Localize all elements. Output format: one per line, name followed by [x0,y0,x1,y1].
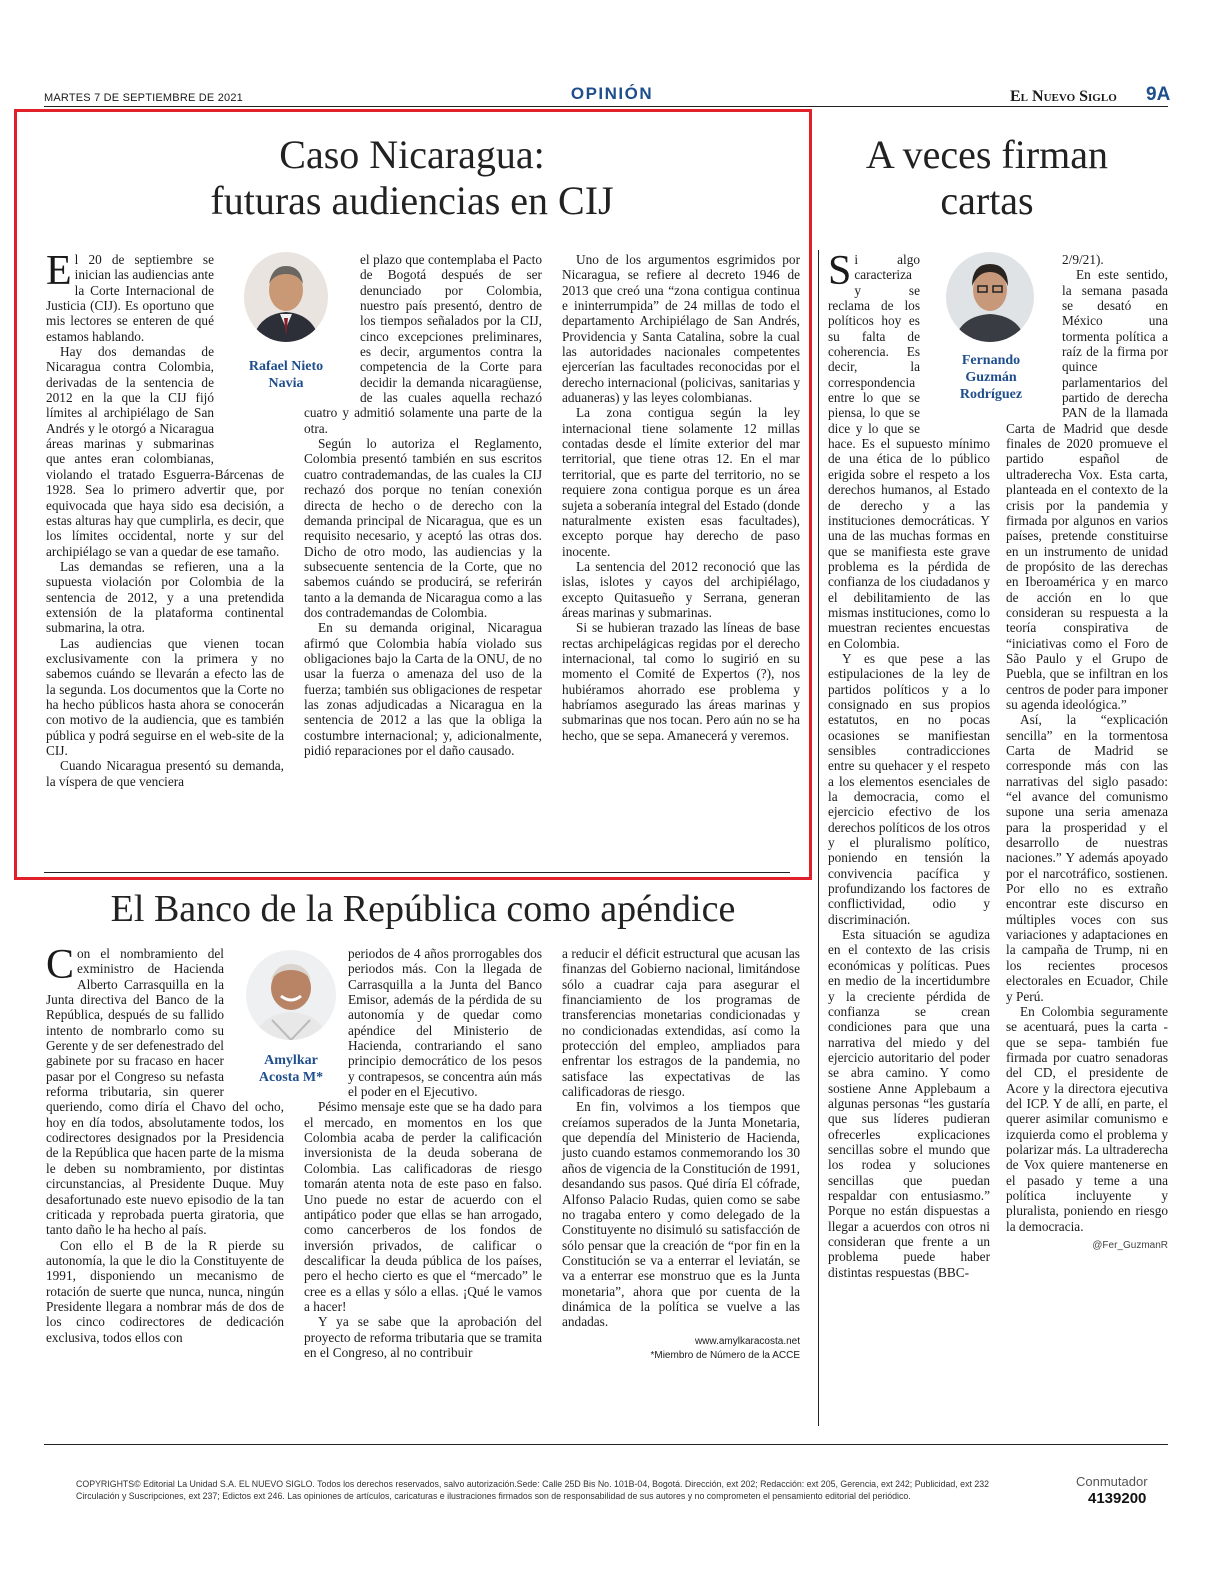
article3-column-1 [828,248,990,1280]
article2-column-3 [562,946,800,1363]
article2-column-1 [46,942,284,1345]
article2-col2-para: Pésimo mensaje este que se ha dado para el mercado, en momentos en los que Colombia acaba de perder la calificación inversionista de la deuda soberana de Colombia. Las calificadoras de riesgo tomarán atenta nota de este paso en falso. Uno puede no estar de acuerdo con el antipático poder que ellas se han arrogado, como cancerberos de los fondos de inversión privados, de calificar o descalificar la deuda pública de los países, pero el hecho cierto es que el “mercado” le cree es a ellas y sólo a ellas. ¡Qué le vamos a hacer! [304,1099,542,1314]
article1-dropcap: E [46,248,72,294]
page-number: 9A [1146,84,1171,105]
article1-title-line2: futuras audiencias en CIJ [210,178,614,223]
author-name-nieto: Rafael Nieto Navia [248,359,324,391]
article3-col2-para: En este sentido, la semana pasada se desató en México una tormenta política a raíz de la firma por quince parlamentarios del partido de derecha PAN de la llamada Carta de Madrid que desde finales de 2020 promueve el partido español de ultraderecha Vox. Esta carta, planteada en el contexto de la crisis por la pandemia y firmada por algunos en varios países, pretende constituirse en un instrumento de unidad de propósito de las derechas en Iberoamérica y en marco de acción en lo que consideran su respuesta a la teoría conspirativa de “iniciativas como el Foro de São Paulo y el Grupo de Puebla, que se infiltran en los centros de poder para imponer su agenda ideológica.” [1006,267,1168,712]
article1-col3-para: La sentencia del 2012 reconoció que las islas, islotes y cayos del archipiélago, excepto Quitasueño y Serrana, generan áreas marinas y submarinas. [562,558,800,620]
article2-col3-para: En fin, volvimos a los tiempos que creíamos superados de la Junta Monetaria, que dependía del Ministerio de Hacienda, justo cuando estamos conmemorando los 30 años de vigencia de la Constitución de 1991, desandando sus pasos. Qué diría El cófrade, Alfonso Palacio Rudas, quien como se sabe no tragaba entero y como delegado de la Constituyente no disimuló su satisfacción de sólo pensar que la creación de “por fin en la Constitución se va a enterrar el leviatán, se va a enterrar ese monstruo que es la Junta monetaria”, ahora que por cuenta de la dinámica de la política se vuelve a las andadas. [562,1099,800,1330]
article3-column-2 [1006,252,1168,1253]
article3-col2-para: Así, la “explicación sencilla” en la tormentosa Carta de Madrid se corresponde más con las narrativas del siglo pasado: “el avance del comunismo supone una seria amenaza para la prosperidad y el desarrollo de nuestras naciones.” Y además apoyado por el narcotráfico, sostienen. Por ello no es extraño encontrar este discurso en múltiples voces con sus variaciones y adaptaciones en la campaña de Trump, ni en los recientes procesos electorales en Ecuador, Chile y Perú. [1006,712,1168,1004]
author-website: www.amylkaracosta.net [694,1335,800,1347]
article1-col1-para: Hay dos demandas de Nicaragua contra Colombia, derivadas de la sentencia de 2012 en la que la CIJ fijó límites al archipiélago de San Andrés y le otorgó a Nicaragua áreas marinas y submarinas que antes eran colombianas, violando el tratado Esguerra-Bárcenas de 1928. Sea lo primero advertir que, por equivocada que haya sido esa decisión, a estas alturas hay que cumplirla, es decir, que los límites occidental, norte y sur del archipiélago se van a quedar de ese tamaño. [46,344,284,559]
article1-col3-para: Si se hubieran trazado las líneas de base rectas archipelágicas regidas por el derecho internacional, tal como lo sugirió en su momento el Comité de Expertos (?), nos hubiéramos ahorrado ese problema y habríamos asegurado las áreas marinas y submarinas que nos tocan. Pero aún no se ha hecho, que se sepa. Amanecerá y veremos. [562,620,800,743]
article2-col3-para: a reducir el déficit estructural que acusan las finanzas del Gobierno nacional, limitándose sólo a cuadrar caja para asegurar el financiamiento de los programas de transferencias monetarias condicionadas y no condicionadas extendidas, así como la protección del empleo, ampliados para enfrentar los estragos de la pandemia, no satisface las expectativas de las calificadoras de riesgo. [562,946,800,1100]
article1-col3-para: La zona contigua según la ley internacional tiene solamente 12 millas contadas desde el límite exterior del mar territorial, que tiene otras 12. En el mar territorial, que es parte del territorio, no se requiere zona contigua porque es un área sujeta a soberanía integral del Estado (donde naturalmente existen esas facultades), excepto porque hay derecho de paso inocente. [562,405,800,559]
article1-col2-para: En su demanda original, Nicaragua afirmó que Colombia había violado sus obligaciones bajo la Carta de la ONU, de no usar la fuerza o amenaza del uso de la fuerza; también sus obligaciones de respetar las zonas adjudicadas a Nicaragua en la sentencia de 2012 a las que la obliga la costumbre internacional; y, adicionalmente, pidió reparaciones por el daño causado. [304,620,542,758]
article3-dropcap: S [828,248,852,294]
article1-column-1 [46,248,284,789]
article2-col2-para: periodos de 4 años prorrogables dos periodos más. Con la llegada de Carrasquilla a la Junta del Banco Emisor, además de la pérdida de su autonomía y de quedar como apéndice del Ministerio de Hacienda, contrariando el sano principio democrático de los pesos y contrapesos, se concentra aún más el poder en el Ejecutivo. [348,946,542,1100]
article1-col1-para: Las audiencias que vienen tocan exclusivamente con la primera y no sabemos cuándo se llevarán a efecto las de la segunda. Los documentos que la Corte no ha hecho públicos hasta ahora se conocerán con motivo de la audiencia, que es también pública y podrá seguirse en el web-site de la CIJ. [46,635,284,758]
article2-col1-para: Con ello el B de la R pierde su autonomía, la que le dio la Constituyente de 1991, disponiendo un mecanismo de rotación de suerte que nunca, nunca, ningún Presidente llegara a nombrar más de dos de los cinco codirectores de dedicación exclusiva, todos ellos con [46,1237,284,1345]
article1-column-2 [304,252,542,758]
masthead-rule [44,106,1168,107]
article3-col1-para: Esta situación se agudiza en el contexto de las crisis económicas y políticas. Pues en medio de la incertidumbre y la creciente pérdida de confianza se crean condiciones para que una narrativa del miedo y del ejercicio autoritario del poder se abra camino. Y como sostiene Anne Applebaum a algunas personas “les gustaría que sus líderes pudieran ofrecerles explicaciones sencillas sobre el mundo que los rodea y soluciones sencillas que puedan respaldar con entusiasmo.” Porque no están dispuestas a llegar a acuerdos con otros ni consideran que frente a un problema puede haber distintas respuestas (BBC- [828,927,990,1280]
author-handle: @Fer_GuzmanR [1092,1240,1168,1251]
article3-title-line1: A veces firman [865,132,1109,177]
column-rule [818,250,819,1426]
article1-title-line1: Caso Nicaragua: [279,132,545,177]
article1-col2-para: el plazo que contemplaba el Pacto de Bogotá después de ser denunciado por Colombia, nuestro país presentó, dentro de los tiempos señalados por la CIJ, cinco excepciones preliminares, es decir, argumentos contra la competencia de la Corte para decidir la demanda nicaragüense, de las cuales aquella rechazó cuatro y admitió solamente una parte de la otra. [304,252,542,436]
switchboard-label: Conmutador [1076,1474,1148,1489]
article2-title: El Banco de la República como apéndice [110,888,736,930]
author-footnote: *Miembro de Número de la ACCE [650,1349,800,1361]
newspaper-brand: El Nuevo Siglo [1010,88,1117,105]
article3-col2-para: En Colombia seguramente se acentuará, pues la carta -que se sepa- también fue firmada por cuatro senadoras del CD, el presidente de Acore y la directora ejecutiva del ICP. Y de allí, en parte, el querer asimilar comunismo e izquierda como el problema y polarizar más. La ultraderecha de Vox quiere mantenerse en el pasado y teme a una política incluyente y pluralista, poniendo en riesgo la democracia. [1006,1003,1168,1234]
author-name-acosta: Amylkar Acosta M* [258,1053,324,1085]
article1-col1-para: Cuando Nicaragua presentó su demanda, la víspera de que venciera [46,758,284,789]
article1-column-3 [562,252,800,743]
article3-title-line2: cartas [940,178,1034,223]
article1-col3-para: Uno de los argumentos esgrimidos por Nicaragua, se refiere al decreto 1946 de 2013 que creó una “zona contigua continua e ininterrumpida” de 24 millas de todo el departamento Archipiélago de San Andrés, Providencia y Santa Catalina, sobre la cual las autoridades nacionales competentes ejercerían las facultades reconocidas por el derecho internacional (policivas, sanitarias y aduaneras) y las leyes colombianas. [562,252,800,406]
article2-column-2 [304,946,542,1360]
page-date: MARTES 7 DE SEPTIEMBRE DE 2021 [44,92,243,104]
article1-col1-para: Las demandas se refieren, una a la supuesta violación por Colombia de la sentencia de 2012, y a una pretendida extensión de la plataforma continental submarina, la otra. [46,558,284,636]
article3-col1-para: Si algo caracteriza y se reclama de los políticos hoy es su falta de coherencia. Es decir, la correspondencia entre lo que se piensa, lo que se dice y lo que se hace. Es el supuesto mínimo de una ética de lo público erigida sobre el respeto a los derechos humanos, al Estado de derecho y a las instituciones democráticas. Y una de las muchas formas en que se manifiesta este grave problema es la pérdida de confianza de los ciudadanos y el debilitamiento de las mismas instituciones, como lo muestran recientes encuestas en Colombia. [828,248,990,651]
footer-copyright [76,1478,1036,1502]
article1-col1-para: El 20 de septiembre se inician las audiencias ante la Corte Internacional de Justicia (CIJ). Es oportuno que mis lectores se enteren de qué estamos hablando. [46,248,214,344]
article2-dropcap: C [46,942,75,988]
article1-headline [30,132,794,224]
article2-col1-para: Con el nombramiento del exministro de Hacienda Alberto Carrasquilla en la Junta directiva del Banco de la República, después de su fallido intento de nombrarlo como su Gerente y de ser defenestrado del gabinete por su fracaso en hacer pasar por el Congreso su nefasta reforma tributaria, sin querer queriendo, como diría el Chavo del ocho, hoy en día todos, absolutamente todos, los codirectores designados por la Presidencia de la República que hacen parte de la misma le deben su nombramiento, por distintas circunstancias, al Presidente Duque. Muy desafortunado este nuevo episodio de la tan criticada y reprobada puerta giratoria, que tanto daño le ha hecho al país. [46,942,284,1238]
footer-line-1: COPYRIGHTS© Editorial La Unidad S.A. EL NUEVO SIGLO. Todos los derechos reservados, salvo autorización.Sede: Calle 25D Bis No. 101B-04, Bogotá. Dirección, ext 202; Redacción: ext 205, Gerencia, ext 242; Publicidad, ext 232 [76,1479,990,1489]
switchboard-number: 4139200 [1088,1490,1147,1507]
article1-col2-para: Según lo autoriza el Reglamento, Colombia presentó también en sus escritos cuatro contrademandas, de las cuales la CIJ rechazó dos porque no tenían conexión directa de hecho o de derecho con la demanda principal de Nicaragua, que es un requisito necesario, y aceptó las otras dos. Dicho de otro modo, las audiencias y la subsecuente sentencia de la Corte, que no sabemos cuándo se producirá, se referirán tanto a la demanda de Nicaragua como a las dos contrademandas de Colombia. [304,436,542,620]
article2-col2-para: Y ya se sabe que la aprobación del proyecto de reforma tributaria que se tramita en el Congreso, al no contribuir [304,1314,542,1360]
article-divider [44,872,790,873]
footer-line-2: Circulación y Suscripciones, ext 237; Edictos ext 246. Las opiniones de artículos, caricaturas e ilustraciones firmados son de responsabilidad de sus autores y no comprometen el pensamiento editorial del periódico. [76,1491,911,1501]
article3-headline [826,132,1148,224]
footer-rule [44,1444,1168,1445]
section-title: OPINIÓN [570,84,654,103]
author-name-guzman: Fernando Guzmán Rodríguez [959,353,1023,402]
article3-col1-para: Y es que pese a las estipulaciones de la ley de partidos políticos y a lo consignado en sus propios estatutos, en no pocas ocasiones se manifiestan sensibles contradicciones entre su quehacer y el respeto a los elementos esenciales de la democracia, como el ejercicio efectivo de los derechos políticos de los otros y el pluralismo político, poniendo en tensión la convivencia pacífica y profundizando los factores de conflictividad, odio y discriminación. [828,650,990,927]
article3-col2-para: 2/9/21). [1062,252,1104,267]
